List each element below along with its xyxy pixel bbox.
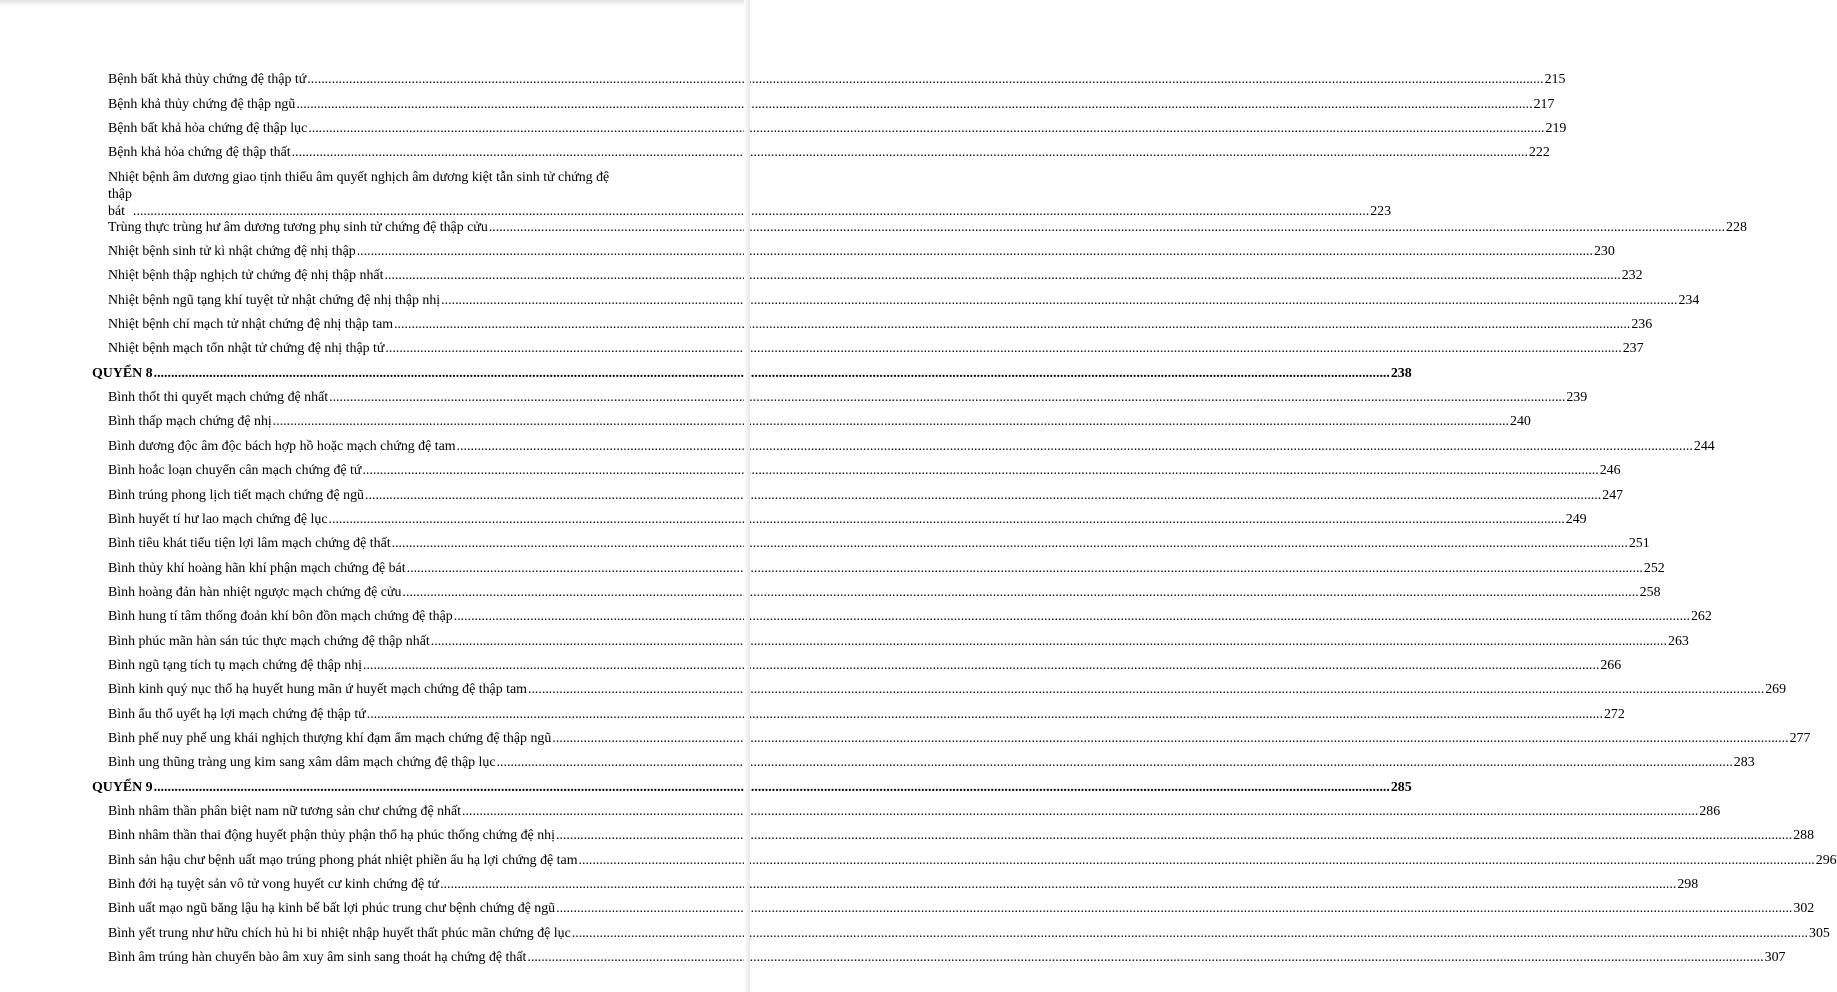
toc-entry-title: Bình uất mạo ngũ băng lậu hạ kinh bế bất lợi phúc trung chư bệnh chứng đệ ngũ (108, 901, 556, 917)
toc-dot-leader (384, 268, 1620, 284)
toc-entry[interactable] (92, 236, 1615, 260)
toc-entry[interactable] (92, 844, 1837, 868)
toc-entry-title-line2: thập bát (108, 187, 132, 220)
toc-entry-title: Bình trúng phong lịch tiết mạch chứng đệ ngũ (108, 487, 364, 503)
toc-entry-title: Bình dương độc âm độc bách hợp hồ hoặc mạch chứng đệ tam (108, 438, 456, 454)
toc-entry-title: Bình hung tí tâm thống đoản khí bôn đồn mạch chứng đệ thập (108, 609, 453, 625)
toc-entry[interactable] (92, 796, 1721, 820)
toc-entry[interactable] (92, 406, 1531, 430)
toc-dot-leader (497, 755, 1733, 771)
toc-entry-multiline[interactable] (92, 161, 1392, 220)
toc-dot-leader (528, 682, 1764, 698)
table-of-contents (92, 64, 1837, 966)
toc-entry-title-line1: Nhiệt bệnh âm dương giao tịnh thiểu âm quyết nghịch âm dương kiệt tẫn sinh tử chứng đệ (108, 170, 610, 186)
toc-entry[interactable] (92, 333, 1644, 357)
toc-section-title: QUYỂN 9 (92, 779, 153, 795)
toc-entry[interactable] (92, 917, 1830, 941)
toc-page-number: 263 (1668, 633, 1689, 649)
toc-entry[interactable] (92, 455, 1621, 479)
toc-dot-leader (365, 488, 1601, 504)
toc-page-number: 228 (1726, 219, 1747, 235)
toc-entry[interactable] (92, 137, 1550, 161)
toc-page-number: 286 (1699, 803, 1721, 819)
toc-page-number: 249 (1565, 511, 1587, 527)
toc-entry-title: Bình ẩu thổ uyết hạ lợi mạch chứng đệ thập tứ (108, 706, 366, 722)
toc-dot-leader (133, 203, 1369, 220)
toc-entry-title: Nhiệt bệnh mạch tổn nhật tử chứng đệ nhị thập tứ (108, 341, 385, 357)
toc-page-number: 244 (1693, 438, 1715, 454)
toc-entry[interactable] (92, 382, 1588, 406)
toc-entry[interactable] (92, 723, 1811, 747)
toc-page-number: 219 (1545, 121, 1567, 137)
toc-entry-title: Bình yết trung như hữu chích hủ hi bi nhiệt nhập huyết thất phúc mãn chứng đệ lục (108, 925, 571, 941)
toc-page-number: 238 (1390, 365, 1412, 381)
toc-page-number: 236 (1631, 317, 1653, 333)
toc-entry-title: Bình thấp mạch chứng đệ nhị (108, 414, 272, 430)
toc-entry-title: Bình hoắc loạn chuyển cân mạch chứng đệ tứ (108, 463, 362, 479)
toc-page-number: 223 (1370, 204, 1392, 220)
toc-dot-leader (273, 414, 1509, 430)
toc-dot-leader (367, 707, 1603, 723)
toc-dot-leader (296, 97, 1532, 113)
toc-page-number: 283 (1733, 755, 1755, 771)
toc-entry-title: Bình phế nuy phế ung khái nghịch thượng khí đạm ẩm mạch chứng đệ thập ngũ (108, 730, 552, 746)
toc-entry[interactable] (92, 260, 1643, 284)
toc-entry[interactable] (92, 942, 1786, 966)
toc-page-number: 217 (1533, 96, 1555, 112)
toc-dot-leader (392, 536, 1628, 552)
toc-dot-leader (462, 804, 1698, 820)
toc-page-number: 230 (1593, 244, 1615, 260)
toc-page-number: 269 (1765, 682, 1787, 698)
toc-dot-leader (441, 293, 1677, 309)
toc-entry-title: Bình phúc mãn hàn sán túc thực mạch chứng đệ thập nhất (108, 633, 430, 649)
toc-dot-leader (308, 121, 1544, 137)
toc-entry-title: Nhiệt bệnh ngũ tạng khí tuyệt tử nhật chứng đệ nhị thập nhị (108, 292, 441, 308)
toc-dot-leader (154, 780, 1390, 796)
toc-dot-leader (572, 926, 1808, 942)
toc-dot-leader (440, 877, 1676, 893)
toc-entry[interactable] (92, 88, 1555, 112)
toc-entry[interactable] (92, 430, 1715, 454)
toc-dot-leader (431, 634, 1667, 650)
toc-entry-title: Trùng thực trùng hư âm dương tương phụ sinh tử chứng đệ thập cửu (108, 219, 488, 235)
toc-entry[interactable] (92, 820, 1815, 844)
toc-dot-leader (362, 463, 1598, 479)
toc-dot-leader (292, 145, 1528, 161)
toc-page-number: 247 (1602, 487, 1624, 503)
toc-dot-leader (556, 828, 1792, 844)
toc-dot-leader (489, 220, 1725, 236)
toc-dot-leader (457, 439, 1693, 455)
toc-page-number: 237 (1622, 341, 1644, 357)
toc-page-number: 232 (1621, 268, 1643, 284)
toc-entry-title: Bình thủy khí hoàng hãn khí phận mạch chứng đệ bát (108, 560, 406, 576)
toc-dot-leader (579, 853, 1815, 869)
toc-page-number: 288 (1793, 828, 1815, 844)
toc-dot-leader (154, 366, 1390, 382)
toc-dot-leader (363, 658, 1599, 674)
toc-entry[interactable] (92, 309, 1653, 333)
toc-section-heading[interactable] (92, 771, 1412, 795)
toc-dot-leader (556, 901, 1792, 917)
toc-entry[interactable] (92, 577, 1661, 601)
toc-entry-title: Bình huyết tí hư lao mạch chứng đệ lục (108, 511, 328, 527)
toc-entry-title: Bình tiêu khát tiểu tiện lợi lâm mạch chứng đệ thất (108, 536, 391, 552)
toc-dot-leader (307, 72, 1543, 88)
toc-entry-title: Nhiệt bệnh sinh tử kì nhật chứng đệ nhị thập (108, 244, 356, 260)
toc-entry[interactable] (92, 504, 1587, 528)
toc-page-number: 239 (1566, 390, 1588, 406)
toc-page-number: 262 (1690, 609, 1712, 625)
toc-page-number: 302 (1793, 901, 1815, 917)
toc-section-title: QUYỂN 8 (92, 365, 153, 381)
toc-page-number: 266 (1600, 657, 1622, 673)
toc-page-number: 252 (1643, 560, 1665, 576)
toc-page-number: 305 (1809, 925, 1830, 941)
toc-entry-title: Bình hoàng đản hàn nhiệt ngược mạch chứng đệ cửu (108, 584, 402, 600)
toc-dot-leader (329, 390, 1565, 406)
toc-entry[interactable] (92, 113, 1567, 137)
toc-entry[interactable] (92, 64, 1566, 88)
toc-page-number: 298 (1677, 877, 1699, 892)
toc-entry[interactable] (92, 625, 1689, 649)
toc-page-number: 285 (1390, 779, 1412, 795)
toc-dot-leader (357, 244, 1593, 260)
toc-dot-leader (527, 950, 1763, 966)
toc-entry[interactable] (92, 747, 1755, 771)
toc-page-number: 240 (1510, 414, 1531, 430)
toc-entry-title: Nhiệt bệnh chí mạch tử nhật chứng đệ nhị thập tam (108, 317, 394, 333)
toc-dot-leader (329, 512, 1565, 528)
toc-dot-leader (385, 341, 1621, 357)
toc-entry[interactable] (92, 869, 1699, 893)
toc-page-number: 234 (1678, 292, 1700, 308)
toc-page-number: 222 (1528, 145, 1550, 161)
toc-entry[interactable] (92, 601, 1712, 625)
toc-dot-leader (454, 609, 1690, 625)
toc-page-number: 215 (1544, 72, 1566, 88)
toc-page-number: 307 (1764, 950, 1786, 966)
toc-entry[interactable] (92, 528, 1650, 552)
toc-entry-title: Bình đới hạ tuyệt sản vô tử vong huyết cư kinh chứng đệ tứ (108, 877, 440, 892)
toc-entry-title: Bình sản hậu chư bệnh uất mạo trúng phong phát nhiệt phiền ẩu hạ lợi chứng đệ tam (108, 852, 578, 868)
toc-entry[interactable] (92, 698, 1625, 722)
toc-entry-title: Bệnh khả thủy chứng đệ thập ngũ (108, 96, 296, 112)
toc-page-number: 277 (1789, 730, 1811, 746)
toc-dot-leader (407, 561, 1643, 577)
toc-entry-title: Bệnh bất khả hỏa chứng đệ thập lục (108, 121, 308, 137)
toc-section-heading[interactable] (92, 357, 1412, 381)
toc-dot-leader (552, 731, 1788, 747)
toc-entry-title: Bình ngũ tạng tích tụ mạch chứng đệ thập nhị (108, 657, 363, 673)
toc-entry-title: Bình kinh quý nục thổ hạ huyết hung mãn ứ huyết mạch chứng đệ thập tam (108, 682, 527, 698)
toc-page-number: 246 (1599, 463, 1621, 479)
toc-entry-title: Bình nhâm thần thai động huyết phận thủy phận thổ hạ phúc thống chứng đệ nhị (108, 828, 555, 844)
toc-page-number: 258 (1639, 584, 1661, 600)
toc-entry-title: Bình nhâm thần phân biệt nam nữ tương sản chư chứng đệ nhất (108, 803, 462, 819)
toc-entry[interactable] (92, 552, 1665, 576)
toc-entry[interactable] (92, 674, 1787, 698)
toc-dot-leader (394, 317, 1630, 333)
toc-entry-title: Bệnh khả hỏa chứng đệ thập thất (108, 145, 291, 161)
toc-entry[interactable] (92, 893, 1815, 917)
toc-dot-leader (402, 585, 1638, 601)
toc-entry-title: Nhiệt bệnh thập nghịch tử chứng đệ nhị thập nhất (108, 268, 384, 284)
toc-entry[interactable] (92, 650, 1622, 674)
toc-entry-title: Bình âm trúng hàn chuyển bào âm xuy âm sinh sang thoát hạ chứng đệ thất (108, 950, 527, 966)
toc-entry-title: Bình ung thũng tràng ung kim sang xâm dâm mạch chứng đệ thập lục (108, 755, 496, 771)
toc-page-number: 296 (1815, 852, 1837, 868)
toc-entry[interactable] (92, 479, 1624, 503)
toc-page-number: 272 (1603, 706, 1625, 722)
toc-entry-title: Bình thốt thi quyết mạch chứng đệ nhất (108, 390, 329, 406)
toc-entry-title: Bệnh bất khả thủy chứng đệ thập tứ (108, 72, 307, 88)
toc-page-number: 251 (1628, 536, 1650, 552)
toc-entry[interactable] (92, 284, 1700, 308)
